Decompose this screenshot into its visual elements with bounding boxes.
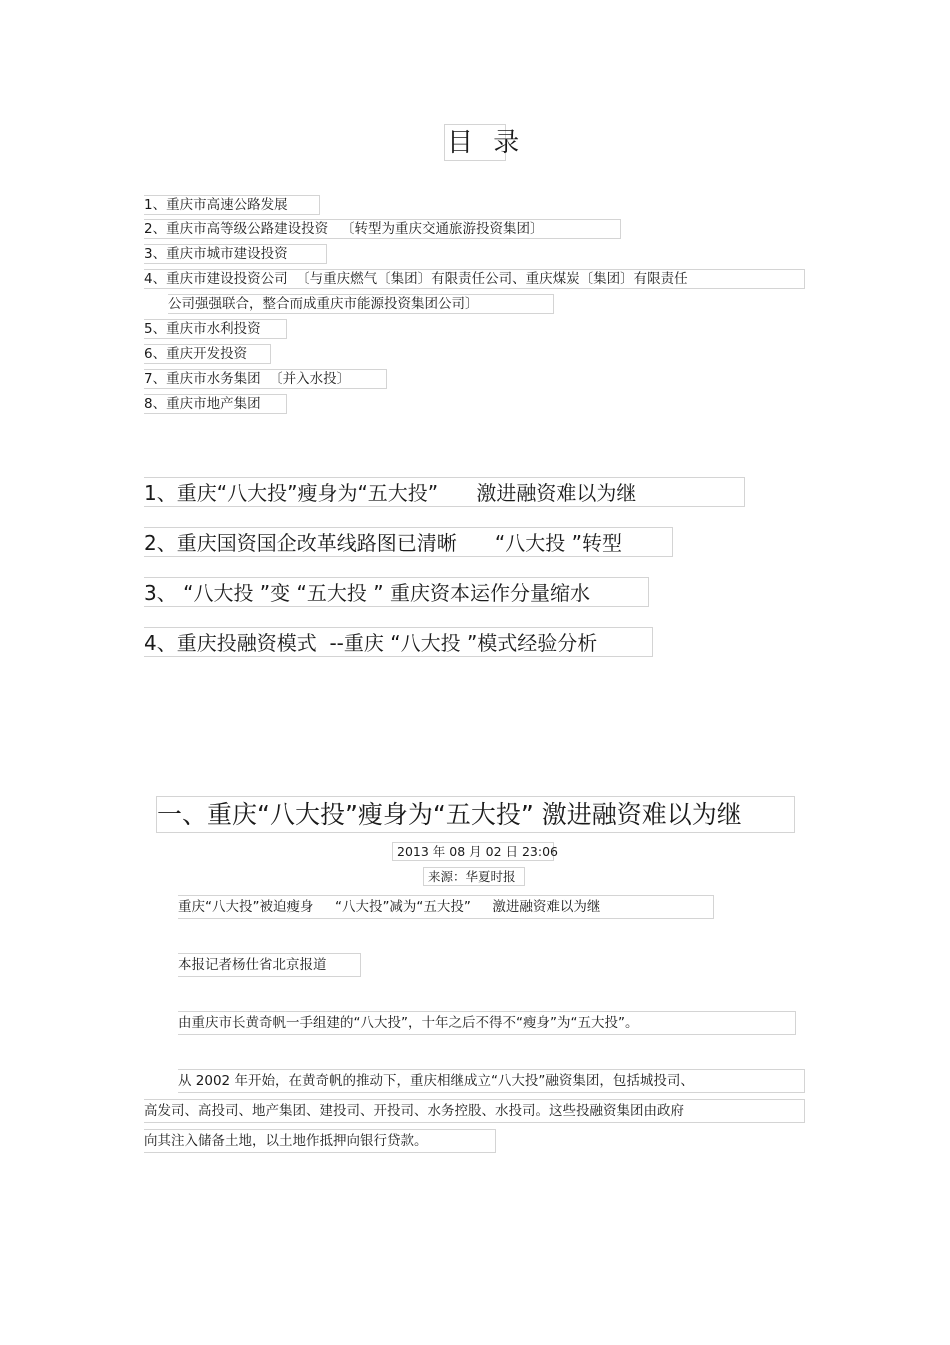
- article-paragraph-1: 由重庆市长黄奇帆一手组建的“八大投”，十年之后不得不“瘦身”为“五大投”。: [178, 1011, 796, 1035]
- toc-item-1[interactable]: 1、重庆市高速公路发展: [144, 195, 320, 215]
- toc-chapter-2[interactable]: 2、重庆国资国企改革线路图已清晰 “八大投 ”转型: [144, 527, 673, 557]
- toc-item-5[interactable]: 5、重庆市水利投资: [144, 319, 287, 339]
- toc-item-7[interactable]: 7、重庆市水务集团 〔并入水投〕: [144, 369, 387, 389]
- toc-item-4-continued[interactable]: 公司强强联合，整合而成重庆市能源投资集团公司〕: [168, 294, 554, 314]
- page-title: 目 录: [444, 124, 506, 161]
- toc-item-8[interactable]: 8、重庆市地产集团: [144, 394, 287, 414]
- article-source: 来源：华夏时报: [423, 867, 525, 886]
- article-paragraph-2-line-2: 高发司、高投司、地产集团、建投司、开投司、水务控股、水投司。这些投融资集团由政府: [144, 1099, 805, 1123]
- article-paragraph-2-line-3: 向其注入储备土地，以土地作抵押向银行贷款。: [144, 1129, 496, 1153]
- article-heading: 一、重庆“八大投”瘦身为“五大投” 激进融资难以为继: [156, 796, 795, 833]
- toc-chapter-3[interactable]: 3、 “八大投 ”变 “五大投 ” 重庆资本运作分量缩水: [144, 577, 649, 607]
- toc-item-3[interactable]: 3、重庆市城市建设投资: [144, 244, 327, 264]
- article-reporter: 本报记者杨仕省北京报道: [178, 953, 361, 977]
- toc-item-6[interactable]: 6、重庆开发投资: [144, 344, 271, 364]
- article-paragraph-2-line-1: 从 2002 年开始，在黄奇帆的推动下，重庆相继成立“八大投”融资集团，包括城投司、: [178, 1069, 805, 1093]
- article-date: 2013 年 08 月 02 日 23:06: [392, 842, 554, 861]
- toc-chapter-4[interactable]: 4、重庆投融资模式 --重庆 “八大投 ”模式经验分析: [144, 627, 653, 657]
- article-subtitle: 重庆“八大投”被迫瘦身 “八大投”减为“五大投” 激进融资难以为继: [178, 895, 714, 919]
- toc-item-2[interactable]: 2、重庆市高等级公路建设投资 〔转型为重庆交通旅游投资集团〕: [144, 219, 621, 239]
- toc-item-4[interactable]: 4、重庆市建设投资公司 〔与重庆燃气〔集团〕有限责任公司、重庆煤炭〔集团〕有限责任: [144, 269, 805, 289]
- toc-chapter-1[interactable]: 1、重庆“八大投”瘦身为“五大投” 激进融资难以为继: [144, 477, 745, 507]
